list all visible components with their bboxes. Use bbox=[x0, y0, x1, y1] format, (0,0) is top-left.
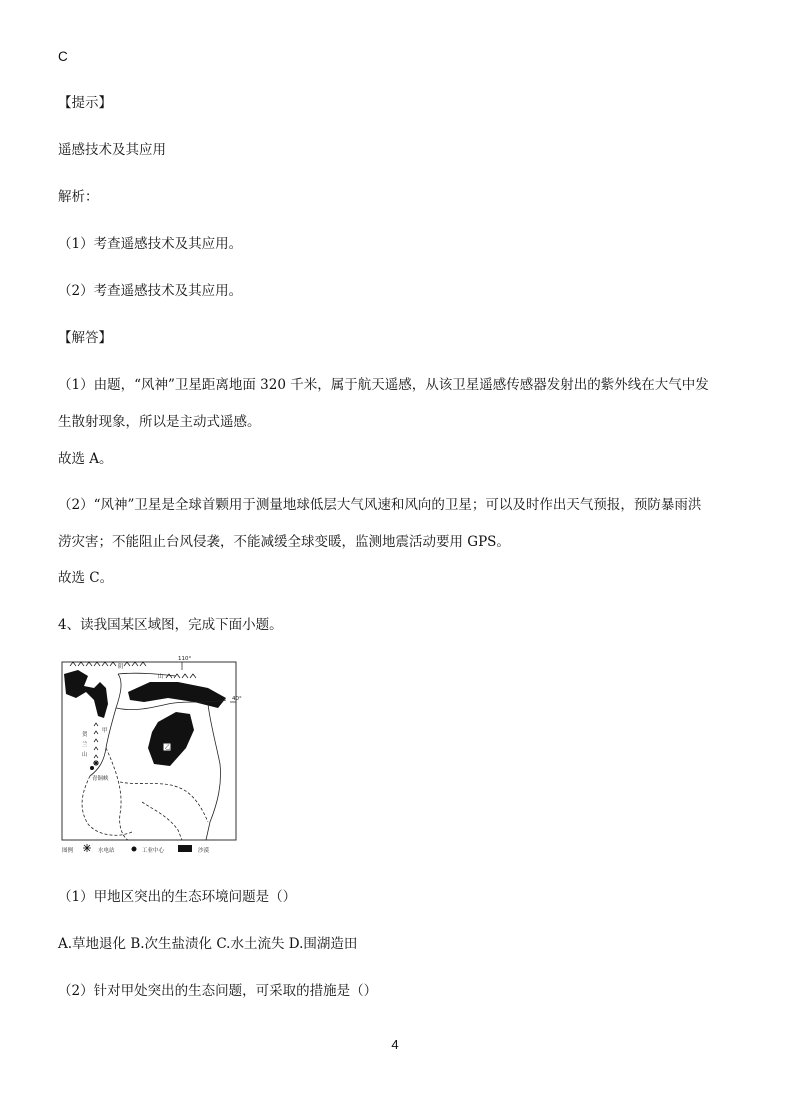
legend-desert-icon bbox=[178, 845, 192, 852]
province-border-1 bbox=[106, 748, 128, 840]
hint-text: 遥感技术及其应用 bbox=[58, 142, 166, 158]
solution-heading: 【解答】 bbox=[58, 330, 112, 346]
question-4-sub-1-options: A.草地退化 B.次生盐渍化 C.水土流失 D.围湖造田 bbox=[58, 936, 358, 952]
analysis-item-1: （1）考查遥感技术及其应用。 bbox=[58, 236, 243, 252]
mountain-name-top: 阴 bbox=[118, 664, 124, 670]
solution-1-line-2: 生散射现象，所以是主动式遥感。 bbox=[58, 414, 261, 430]
legend-industry-icon bbox=[132, 847, 137, 852]
desert-yi bbox=[148, 712, 194, 766]
legend-hydro-icon bbox=[83, 844, 91, 852]
helan-mountain-icon bbox=[94, 723, 98, 758]
place-yi-label: 乙 bbox=[165, 745, 171, 751]
solution-1-choice: 故选 A。 bbox=[58, 451, 113, 467]
hint-heading: 【提示】 bbox=[58, 95, 112, 111]
helan-char-2: 兰 bbox=[82, 742, 88, 748]
river-east bbox=[206, 704, 221, 840]
analysis-heading: 解析： bbox=[58, 189, 99, 205]
longitude-label: 110° bbox=[178, 656, 192, 662]
city-qingtongxia-label: 青铜峡 bbox=[92, 776, 109, 782]
desert-northwest bbox=[64, 670, 108, 718]
province-border-4 bbox=[142, 802, 182, 840]
question-4-sub-2: （2）针对甲处突出的生态问题，可采取的措施是（） bbox=[58, 983, 378, 999]
solution-2-line-1: （2）“风神”卫星是全球首颗用于测量地球低层大气风速和风向的卫星；可以及时作出天气预报，预防暴雨洪 bbox=[58, 497, 702, 513]
latitude-label: 40° bbox=[232, 696, 242, 702]
answer-letter: C bbox=[58, 49, 68, 64]
solution-2-line-2: 涝灾害；不能阻止台风侵袭，不能减缓全球变暖，监测地震活动要用 GPS。 bbox=[58, 534, 510, 550]
question-4-stem: 4、读我国某区域图，完成下面小题。 bbox=[58, 617, 283, 633]
border-north bbox=[118, 673, 176, 676]
solution-2-choice: 故选 C。 bbox=[58, 570, 114, 586]
page-number: 4 bbox=[391, 1037, 399, 1052]
legend-desert-label: 沙漠 bbox=[198, 848, 210, 854]
legend-industry-label: 工业中心 bbox=[142, 848, 165, 854]
analysis-item-2: （2）考查遥感技术及其应用。 bbox=[58, 283, 243, 299]
helan-char-1: 贺 bbox=[82, 732, 88, 738]
helan-char-3: 山 bbox=[82, 752, 88, 758]
map-legend bbox=[62, 844, 210, 854]
solution-1-line-1: （1）由题，“风神”卫星距离地面 320 千米，属于航天遥感，从该卫星遥感传感器发射出的紫外线在大气中发 bbox=[58, 377, 709, 393]
province-border-3 bbox=[82, 776, 132, 835]
place-jia-label: 甲 bbox=[102, 728, 108, 734]
region-map bbox=[58, 652, 240, 858]
question-4-sub-1: （1）甲地区突出的生态环境问题是（） bbox=[58, 889, 297, 905]
desert-north bbox=[128, 682, 226, 708]
mountain-range-top-icon bbox=[70, 662, 196, 678]
mountain-name-top-2: 山 bbox=[158, 674, 164, 680]
legend-hydro-label: 水电站 bbox=[98, 848, 115, 854]
legend-title: 图例 bbox=[62, 848, 74, 854]
